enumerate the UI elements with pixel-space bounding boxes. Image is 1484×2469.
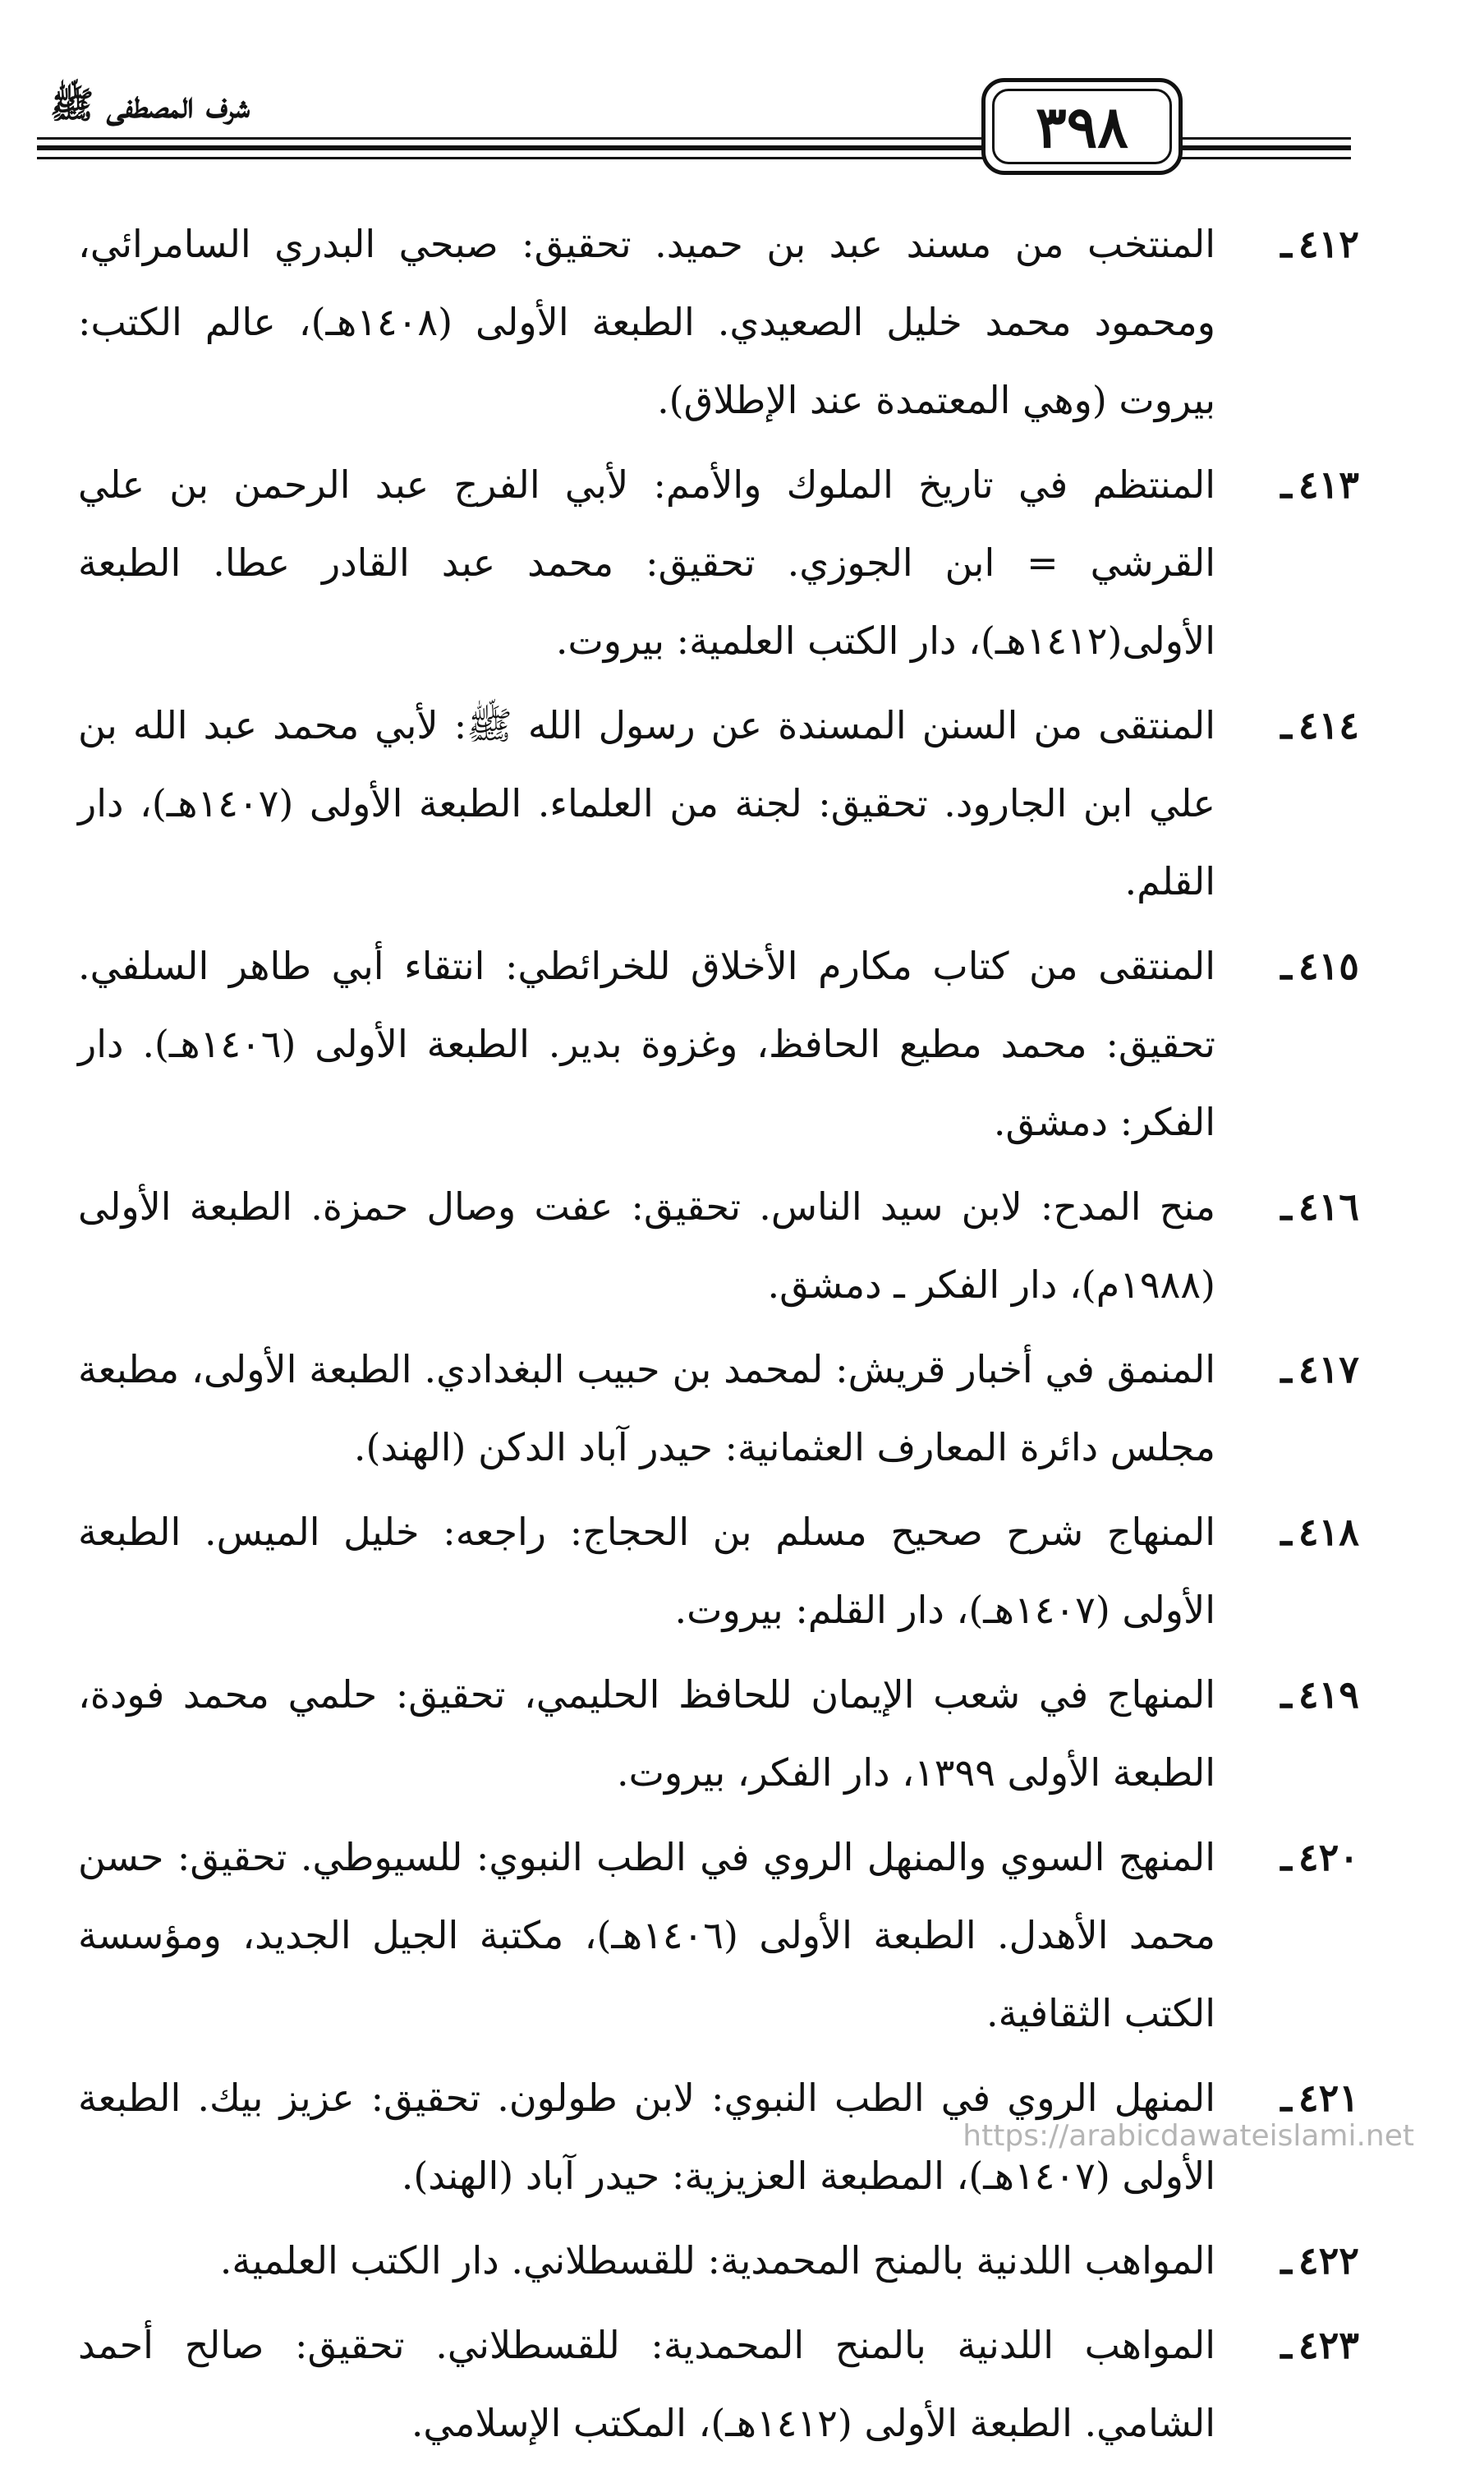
entry-number: ٤٢٢ـ: [1280, 2238, 1359, 2283]
bibliography-entry: [78, 1656, 1359, 1812]
book-title: شرف المصطفى ﷺ: [42, 83, 258, 136]
entry-number: ٤١٧ـ: [1280, 1347, 1359, 1391]
entry-text: المنهل الروي في الطب النبوي: لابن طولون. تحقيق: عزيز بيك. الطبعة الأولى (١٤٠٧هـ)، المطبعة العزيزية: حيدر آباد (الهند).: [78, 2076, 1215, 2198]
bibliography-entry: [78, 205, 1359, 439]
entry-text: المنهاج في شعب الإيمان للحافظ الحليمي، تحقيق: حلمي محمد فودة، الطبعة الأولى ١٣٩٩، دار الفكر، بيروت.: [78, 1672, 1215, 1795]
entry-text: المنتظم في تاريخ الملوك والأمم: لأبي الفرج عبد الرحمن بن علي القرشي = ابن الجوزي. تحقيق: محمد عبد القادر عطا. الطبعة الأولى(١٤١٢هـ)، دار الكتب العلمية: بيروت.: [78, 462, 1215, 663]
page-number: ٣٩٨: [992, 89, 1172, 164]
entry-text: المنتقى من كتاب مكارم الأخلاق للخرائطي: انتقاء أبي طاهر السلفي. تحقيق: محمد مطيع الحافظ، وغزوة بدير. الطبعة الأولى (١٤٠٦هـ). دار الفكر: دمشق.: [78, 944, 1215, 1144]
entry-text: منح المدح: لابن سيد الناس. تحقيق: عفت وصال حمزة. الطبعة الأولى (١٩٨٨م)، دار الفكر ـ دمشق.: [78, 1184, 1215, 1307]
entry-text: المنتقى من السنن المسندة عن رسول الله ﷺ: لأبي محمد عبد الله بن علي ابن الجارود. تحقيق: لجنة من العلماء. الطبعة الأولى (١٤٠٧هـ)، دار القلم.: [78, 703, 1215, 903]
page-number-frame: [981, 78, 1183, 175]
entry-number: ٤١٥ـ: [1280, 944, 1359, 988]
entry-number: ٤٢١ـ: [1280, 2076, 1359, 2120]
bibliography-entry: [78, 687, 1359, 921]
entry-number: ٤١٨ـ: [1280, 1510, 1359, 1554]
entry-text: المواهب اللدنية بالمنح المحمدية: للقسطلاني. دار الكتب العلمية.: [219, 2238, 1215, 2283]
bibliography-entry: [78, 1331, 1359, 1487]
bibliography-entry: [78, 1168, 1359, 1324]
entry-number: ٤١٣ـ: [1280, 462, 1359, 507]
entry-number: ٤١٤ـ: [1280, 703, 1359, 747]
bibliography-entry: [78, 1818, 1359, 2053]
entry-text: المنهاج شرح صحيح مسلم بن الحجاج: راجعه: خليل الميس. الطبعة الأولى (١٤٠٧هـ)، دار القلم: بيروت.: [78, 1510, 1215, 1632]
entry-number: ٤١٢ـ: [1280, 222, 1359, 266]
entry-number: ٤٢٠ـ: [1280, 1835, 1359, 1879]
entry-number: ٤١٦ـ: [1280, 1184, 1359, 1229]
entry-text: المنمق في أخبار قريش: لمحمد بن حبيب البغدادي. الطبعة الأولى، مطبعة مجلس دائرة المعارف العثمانية: حيدر آباد الدكن (الهند).: [78, 1347, 1215, 1469]
bibliography-entry: [78, 2306, 1359, 2462]
entry-number: ٤٢٣ـ: [1280, 2323, 1359, 2367]
bibliography-entry: [78, 446, 1359, 680]
bibliography-entry: [78, 927, 1359, 1161]
entry-number: ٤١٩ـ: [1280, 1672, 1359, 1717]
entry-text: المنتخب من مسند عبد بن حميد. تحقيق: صبحي البدري السامرائي، ومحمود محمد خليل الصعيدي. الطبعة الأولى (١٤٠٨هـ)، عالم الكتب: بيروت (وهي المعتمدة عند الإطلاق).: [78, 222, 1215, 422]
bibliography-entry: [78, 2222, 1359, 2300]
entry-text: المواهب اللدنية بالمنح المحمدية: للقسطلاني. تحقيق: صالح أحمد الشامي. الطبعة الأولى (١٤١٢هـ)، المكتب الإسلامي.: [78, 2323, 1215, 2445]
bibliography-entry: [78, 1493, 1359, 1649]
entry-text: المنهج السوي والمنهل الروي في الطب النبوي: للسيوطي. تحقيق: حسن محمد الأهدل. الطبعة الأولى (١٤٠٦هـ)، مكتبة الجيل الجديد، ومؤسسة الكتب الثقافية.: [78, 1835, 1215, 2035]
watermark-url: https://arabicdawateislami.net: [963, 2119, 1414, 2153]
page-header: [37, 78, 1351, 181]
